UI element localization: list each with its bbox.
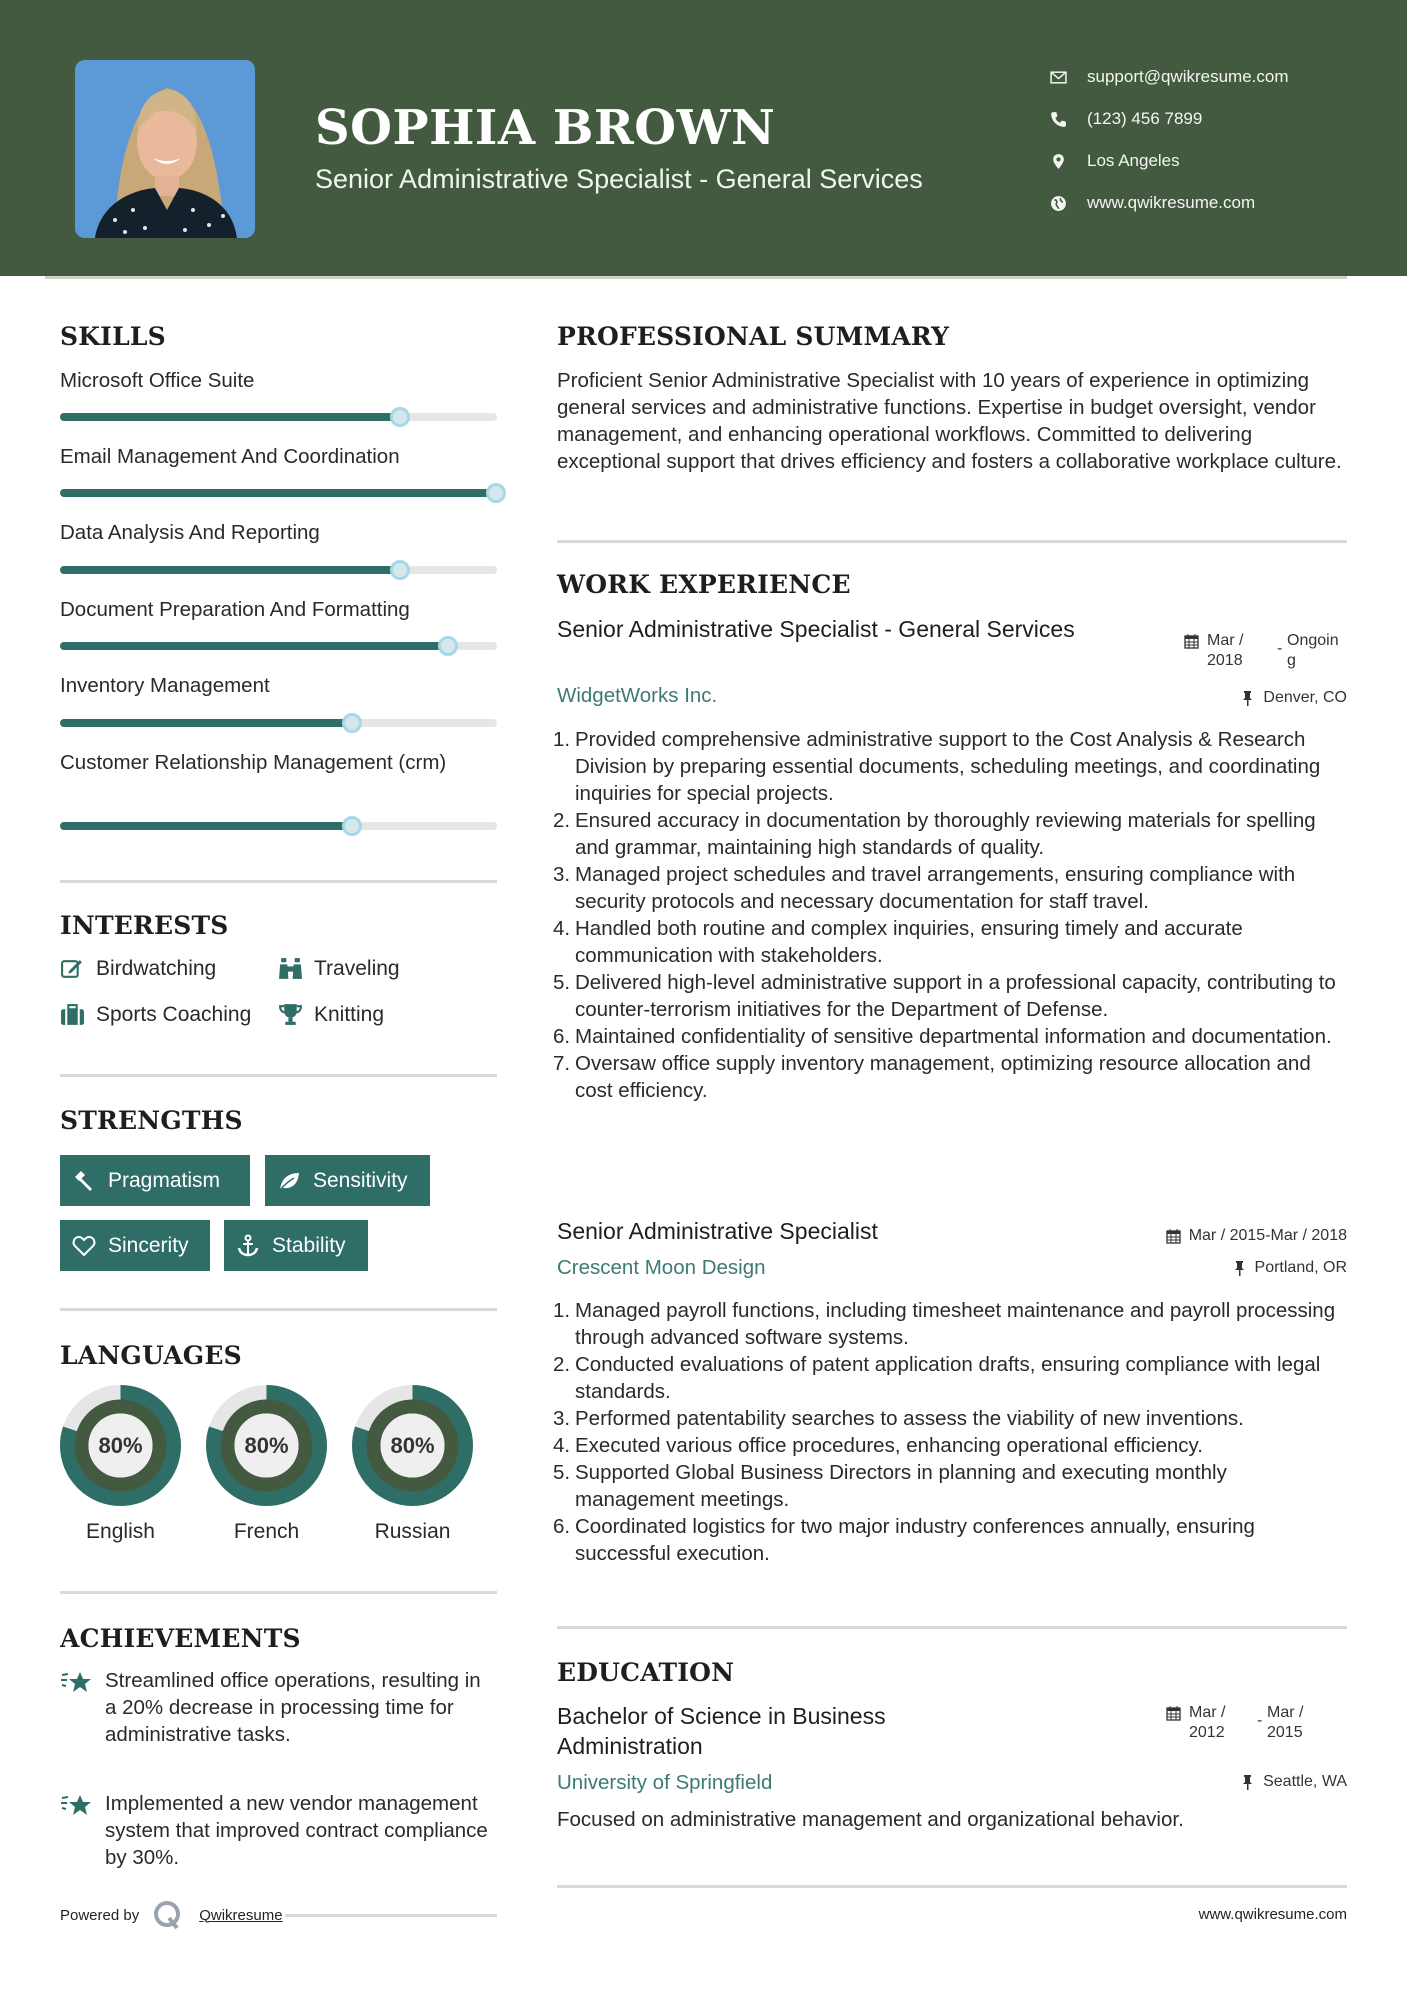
skill-label: Data Analysis And Reporting: [60, 521, 320, 544]
profile-photo: [75, 60, 255, 238]
strength-label: Stability: [272, 1233, 346, 1257]
anchor-icon: [236, 1234, 272, 1258]
strength-chip: [60, 1220, 210, 1271]
footer-divider: [285, 1914, 497, 1917]
pushpin-icon: [1240, 690, 1255, 706]
skills-heading: SKILLS: [60, 322, 166, 351]
section-divider: [557, 540, 1347, 543]
strength-label: Sincerity: [108, 1233, 189, 1257]
strength-label: Sensitivity: [313, 1168, 408, 1192]
bullet-item: 4. Executed various office procedures, enhancing operational efficiency.: [553, 1434, 1203, 1457]
skill-fill: [60, 642, 449, 650]
strength-label: Pragmatism: [108, 1168, 221, 1192]
qwikresume-logo-icon: [153, 1900, 183, 1930]
interest-label: Traveling: [314, 956, 400, 980]
skill-label: Document Preparation And Formatting: [60, 598, 410, 621]
interest-item: [278, 956, 400, 981]
pushpin-icon: [1232, 1260, 1247, 1276]
skill-label: Inventory Management: [60, 674, 270, 697]
location-text: Denver, CO: [1263, 689, 1347, 706]
skill-bar: [60, 413, 497, 421]
education-description: Focused on administrative management and organizational behavior.: [557, 1808, 1184, 1831]
summary-heading: PROFESSIONAL SUMMARY: [557, 322, 950, 351]
skill-knob: [390, 407, 410, 427]
date-range: Mar / 2015-Mar / 2018: [1188, 1227, 1347, 1244]
interest-item: [278, 1002, 384, 1027]
interest-label: Birdwatching: [96, 956, 217, 980]
achievement-text: Streamlined office operations, resulting in a 20% decrease in processing time for administrative tasks.: [105, 1669, 481, 1746]
skill-label: Microsoft Office Suite: [60, 369, 255, 392]
contact-email[interactable]: [1050, 56, 1289, 98]
education-dates: [1166, 1703, 1312, 1743]
education-location: [1240, 1772, 1347, 1792]
binoculars-icon: [278, 956, 314, 981]
experience-heading: WORK EXPERIENCE: [557, 570, 851, 599]
skill-label: Email Management And Coordination: [60, 445, 400, 468]
skill-knob: [390, 560, 410, 580]
pushpin-icon: [1240, 1774, 1255, 1790]
bullet-item: 5. Delivered high-level administrative support in a professional capacity, contributing to counter-terrorism initiatives for the Department of Defense.: [553, 971, 1336, 1021]
section-divider: [60, 1308, 497, 1311]
skill-bar: [60, 566, 497, 574]
skill-fill: [60, 489, 497, 497]
date-start-line2: 2018: [1207, 652, 1243, 669]
date-start-line1: Mar /: [1207, 632, 1244, 649]
language-percent: 80%: [98, 1432, 143, 1458]
skill-fill: [60, 413, 401, 421]
contact-location-text: Los Angeles: [1087, 151, 1180, 170]
contact-phone[interactable]: [1050, 98, 1289, 140]
job-dates: [1184, 631, 1347, 671]
skill-fill: [60, 719, 353, 727]
leaf-icon: [277, 1169, 313, 1193]
strength-chip: [224, 1220, 368, 1271]
skill-fill: [60, 822, 353, 830]
bullet-item: 2. Ensured accuracy in documentation by thoroughly reviewing materials for spelling and grammar, maintaining high standards of quality.: [553, 809, 1316, 859]
date-separator: -: [1277, 640, 1283, 657]
skill-bar: [60, 822, 497, 830]
map-marker-icon: [1050, 153, 1087, 170]
date-end-line2: g: [1287, 652, 1296, 669]
gavel-icon: [72, 1169, 108, 1193]
footer-website-link[interactable]: www.qwikresume.com: [1198, 1906, 1347, 1923]
globe-icon: [1050, 195, 1087, 212]
candidate-name: SOPHIA BROWN: [315, 100, 776, 156]
contact-list: [1050, 56, 1289, 224]
date-end-line1: Mar /: [1267, 1704, 1304, 1721]
section-divider: [60, 1591, 497, 1594]
shooting-star-icon: [60, 1667, 105, 1748]
bullet-item: 7. Oversaw office supply inventory management, optimizing resource allocation and cost efficiency.: [553, 1052, 1311, 1102]
skill-knob: [438, 636, 458, 656]
achievement-item: [60, 1790, 497, 1871]
section-divider: [557, 1885, 1347, 1888]
education-heading: EDUCATION: [557, 1658, 735, 1687]
suitcase-icon: [60, 1002, 96, 1027]
shooting-star-icon: [60, 1790, 105, 1871]
achievement-text: Implemented a new vendor management system that improved contract compliance by 30%.: [105, 1792, 488, 1869]
bullet-item: 2. Conducted evaluations of patent application drafts, ensuring compliance with legal standards.: [553, 1353, 1321, 1403]
summary-text: Proficient Senior Administrative Specialist with 10 years of experience in optimizing general services and administrative functions. Expertise in budget oversight, vendor management, and enhancing operational workflows. Committed to delivering exceptional support that drives efficiency and fosters a collaborative workplace culture.: [557, 369, 1342, 473]
strength-chip: [265, 1155, 430, 1206]
powered-by-label: Powered by: [60, 1906, 140, 1924]
skill-knob: [342, 713, 362, 733]
bullet-item: 6. Coordinated logistics for two major industry conferences annually, ensuring successful execution.: [553, 1515, 1255, 1565]
powered-by: [60, 1900, 497, 1930]
language-label: Russian: [374, 1520, 451, 1543]
skill-knob: [342, 816, 362, 836]
skill-bar: [60, 719, 497, 727]
interest-item: [60, 956, 216, 981]
interest-label: Sports Coaching: [96, 1002, 252, 1026]
job-dates: [1166, 1226, 1347, 1246]
header-divider: [45, 276, 1347, 279]
contact-phone-text: (123) 456 7899: [1087, 109, 1203, 128]
job-title: Senior Administrative Specialist - General Services: [557, 616, 1075, 642]
skill-fill: [60, 566, 401, 574]
skill-bar: [60, 489, 497, 497]
section-divider: [557, 1626, 1347, 1629]
trophy-icon: [278, 1002, 314, 1027]
qwikresume-link[interactable]: Qwikresume: [199, 1906, 283, 1924]
interest-label: Knitting: [314, 1002, 385, 1026]
candidate-title: Senior Administrative Specialist - General Services: [315, 164, 923, 194]
bullet-item: 5. Supported Global Business Directors in planning and executing monthly management meetings.: [553, 1461, 1227, 1511]
achievements-heading: ACHIEVEMENTS: [60, 1624, 301, 1653]
language-donut: [206, 1385, 327, 1506]
bullet-item: 3. Managed project schedules and travel arrangements, ensuring compliance with security protocols and necessary documentation for staff travel.: [553, 863, 1296, 913]
location-text: Portland, OR: [1254, 1259, 1347, 1276]
job-bullets: [553, 1297, 1347, 1567]
job-location: [1232, 1258, 1347, 1278]
company-name: WidgetWorks Inc.: [557, 684, 718, 707]
contact-website[interactable]: [1050, 182, 1289, 224]
language-label: French: [233, 1520, 300, 1543]
calendar-icon: [1184, 633, 1199, 649]
date-end-line2: 2015: [1267, 1724, 1303, 1741]
skill-knob: [486, 483, 506, 503]
profile-photo-image: [75, 60, 255, 238]
envelope-icon: [1050, 69, 1087, 86]
company-name: Crescent Moon Design: [557, 1256, 766, 1279]
phone-icon: [1050, 111, 1087, 128]
school-name: University of Springfield: [557, 1771, 773, 1794]
language-percent: 80%: [390, 1432, 435, 1458]
calendar-icon: [1166, 1228, 1181, 1244]
section-divider: [60, 880, 497, 883]
bullet-item: 1. Managed payroll functions, including timesheet maintenance and payroll processing through advanced software systems.: [553, 1299, 1336, 1349]
language-donut: [60, 1385, 181, 1506]
skill-bar: [60, 642, 497, 650]
bullet-item: 4. Handled both routine and complex inquiries, ensuring timely and accurate communication with stakeholders.: [553, 917, 1243, 967]
job-bullets: [553, 726, 1347, 1104]
date-end-line1: Ongoin: [1287, 632, 1339, 649]
bullet-item: 1. Provided comprehensive administrative support to the Cost Analysis & Research Division by preparing essential documents, scheduling meetings, and coordinating inquiries for special projects.: [553, 728, 1321, 805]
contact-website-text: www.qwikresume.com: [1087, 193, 1256, 212]
date-start-line1: Mar /: [1189, 1704, 1226, 1721]
language-percent: 80%: [244, 1432, 289, 1458]
resume-header: [0, 0, 1407, 276]
degree-title: Bachelor of Science in Business Administration: [557, 1703, 886, 1759]
interests-heading: INTERESTS: [60, 911, 229, 940]
calendar-icon: [1166, 1705, 1181, 1721]
date-separator: -: [1257, 1712, 1263, 1729]
languages-heading: LANGUAGES: [60, 1341, 242, 1370]
skill-label: Customer Relationship Management (crm): [60, 751, 447, 774]
strengths-heading: STRENGTHS: [60, 1106, 243, 1135]
section-divider: [60, 1074, 497, 1077]
job-location: [1240, 688, 1347, 708]
contact-location: [1050, 140, 1289, 182]
location-text: Seattle, WA: [1263, 1773, 1347, 1790]
contact-email-text: support@qwikresume.com: [1087, 67, 1289, 86]
achievement-item: [60, 1667, 497, 1748]
language-donut: [352, 1385, 473, 1506]
strength-chip: [60, 1155, 250, 1206]
bullet-item: 6. Maintained confidentiality of sensitive departmental information and documentation.: [553, 1025, 1332, 1048]
edit-icon: [60, 956, 96, 981]
language-label: English: [86, 1520, 155, 1543]
heart-icon: [72, 1234, 108, 1258]
job-title: Senior Administrative Specialist: [557, 1218, 878, 1244]
bullet-item: 3. Performed patentability searches to assess the viability of new inventions.: [553, 1407, 1244, 1430]
interest-item: [60, 1002, 251, 1027]
date-start-line2: 2012: [1189, 1724, 1225, 1741]
